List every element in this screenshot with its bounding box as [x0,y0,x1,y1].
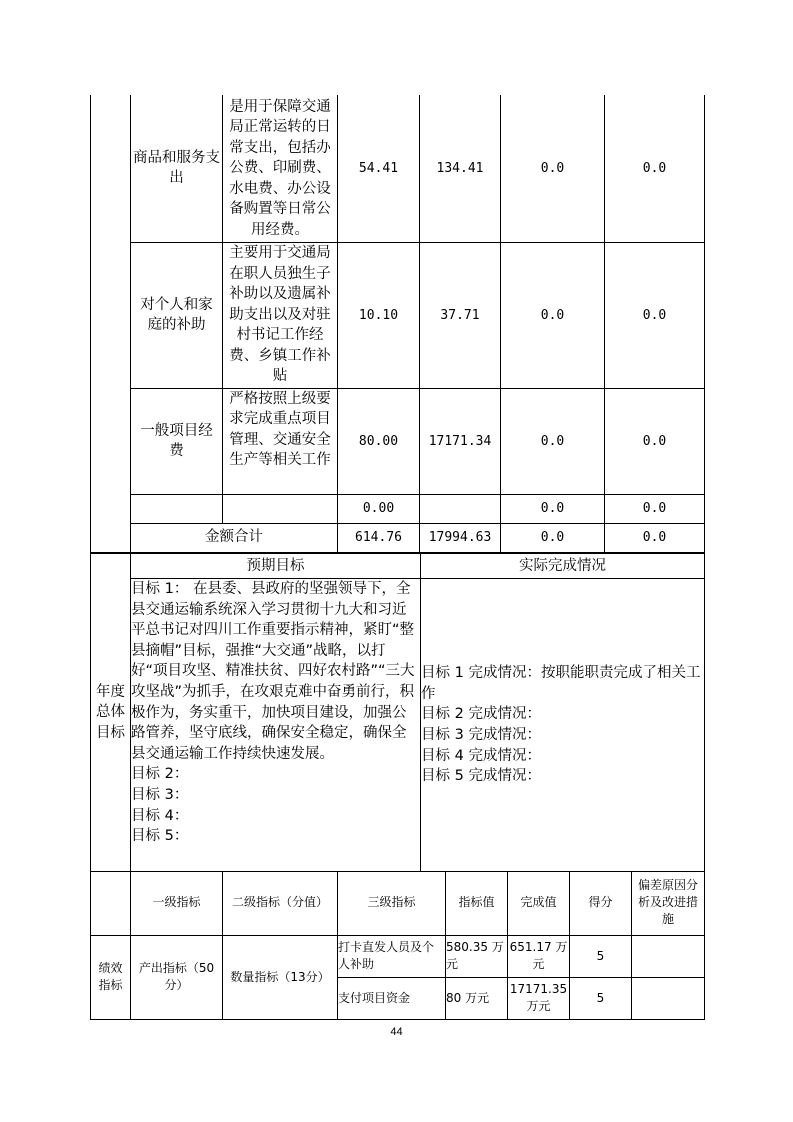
performance-indicator-label: 绩效指标 [91,935,131,1019]
actual-goal-5: 目标 5 完成情况： [421,768,541,785]
actual-value: 17171.35 万元 [508,977,570,1019]
budget-category: 商品和服务支出 [131,95,223,242]
budget-description: 严格按照上级要求完成重点项目管理、交通安全生产等相关工作 [223,388,338,494]
goal-header-row [91,554,705,579]
annual-goal-label: 年度总体目标 [91,554,131,872]
actual-goal-2: 目标 2 完成情况： [421,706,541,723]
budget-value-2: 134.41 [420,95,501,242]
header-level1: 一级指标 [131,871,223,935]
performance-row [91,935,705,977]
budget-value-3: 0.0 [501,494,605,523]
budget-value-1: 10.10 [338,242,420,388]
budget-value-1: 80.00 [338,388,420,494]
expected-goal-5: 目标 5： [131,828,189,845]
header-level3: 三级指标 [338,871,446,935]
budget-value-2: 17171.34 [420,388,501,494]
budget-value-4: 0.0 [605,95,705,242]
expected-goal-3: 目标 3： [131,786,189,803]
score-value: 5 [570,977,632,1019]
performance-table [90,871,705,1020]
actual-value: 651.17 万元 [508,935,570,977]
budget-value-2 [420,494,501,523]
performance-header-row [91,871,705,935]
actual-goal-3: 目标 3 完成情况： [421,727,541,743]
goal-content-row [91,579,705,872]
actual-goal-4: 目标 4 完成情况： [421,747,541,764]
expected-goal-cell [131,579,421,872]
budget-value-2: 37.71 [420,242,501,388]
page-number: 44 [390,1026,403,1038]
budget-category [131,494,223,523]
header-level2: 二级指标（分值） [223,871,338,935]
budget-row [91,242,705,388]
total-value-3: 0.0 [501,523,605,552]
budget-total-row [91,523,705,552]
deviation-note [632,977,705,1019]
quantity-indicator: 数量指标（13分） [223,935,338,1019]
budget-category: 一般项目经费 [131,388,223,494]
budget-value-3: 0.0 [501,242,605,388]
total-value-2: 17994.63 [420,523,501,552]
annual-goal-table [90,553,705,872]
header-target: 指标值 [446,871,508,935]
expected-goal-4: 目标 4： [131,807,189,824]
total-value-1: 614.76 [338,523,420,552]
budget-value-3: 0.0 [501,95,605,242]
header-actual: 完成值 [508,871,570,935]
budget-row [91,494,705,523]
expected-goal-header: 预期目标 [131,554,421,579]
total-value-4: 0.0 [605,523,705,552]
score-value: 5 [570,935,632,977]
target-value: 580.35 万元 [446,935,508,977]
budget-value-1: 0.00 [338,494,420,523]
budget-value-1: 54.41 [338,95,420,242]
budget-table [90,95,705,553]
actual-completion-header: 实际完成情况 [421,554,705,579]
budget-value-3: 0.0 [501,388,605,494]
output-indicator: 产出指标（50分） [131,935,223,1019]
level3-indicator: 支付项目资金 [338,977,446,1019]
budget-row [91,388,705,494]
blank-left-cell [91,95,131,552]
budget-value-4: 0.0 [605,494,705,523]
budget-description: 主要用于交通局在职人员独生子补助以及遗属补助支出以及对驻村书记工作经费、乡镇工作补贴 [223,242,338,388]
blank-header-cell [91,871,131,935]
budget-row [91,95,705,242]
budget-value-4: 0.0 [605,388,705,494]
expected-goal-1: 目标 1： 在县委、县政府的坚强领导下，全县交通运输系统深入学习贯彻十九大和习近平总书记对四川工作重要指示精神，紧盯“整县摘帽”目标，强推“大交通”战略，以打好“项目攻坚、精准扶贫、四好农村路”“三大攻坚战”为抓手，在攻艰克难中奋勇前行，积极作为，务实重干，加快项目建设，加强公路管养，坚守底线，确保安全稳定，确保全县交通运输工作持续快速发展。 [131,581,415,762]
target-value: 80 万元 [446,977,508,1019]
expected-goal-2: 目标 2： [131,766,189,783]
budget-value-4: 0.0 [605,242,705,388]
actual-completion-cell [421,579,705,872]
total-label: 金额合计 [131,523,338,552]
level3-indicator: 打卡直发人员及个人补助 [338,935,446,977]
budget-category: 对个人和家庭的补助 [131,242,223,388]
actual-goal-1: 目标 1 完成情况：按职能职责完成了相关工作 [421,665,701,702]
header-score: 得分 [570,871,632,935]
header-deviation: 偏差原因分析及改进措施 [632,871,705,935]
deviation-note [632,935,705,977]
budget-description: 是用于保障交通局正常运转的日常支出，包括办公费、印刷费、水电费、办公设备购置等日常公用经费。 [223,95,338,242]
budget-description [223,494,338,523]
